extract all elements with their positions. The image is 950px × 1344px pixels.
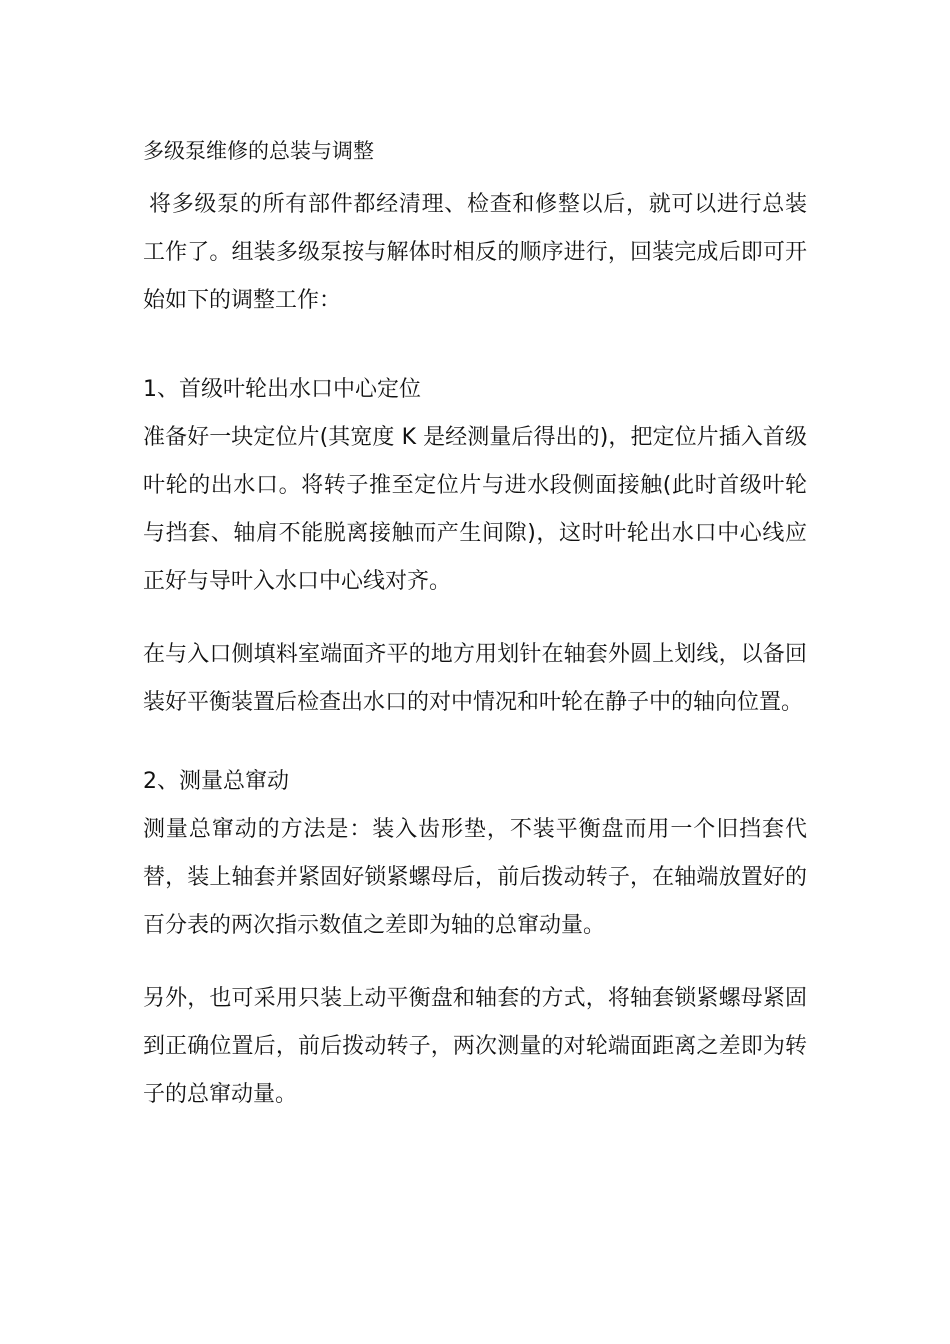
document-page: [143, 136, 807, 1119]
section-2-heading: 2、测量总窜动: [143, 769, 289, 794]
section-2-paragraph-1: 测量总窜动的方法是：装入齿形垫，不装平衡盘而用一个旧挡套代替，装上轴套并紧固好锁紧螺母后，前后拨动转子，在轴端放置好的百分表的两次指示数值之差即为轴的总窜动量。: [143, 817, 807, 938]
intro-paragraph: 将多级泵的所有部件都经清理、检查和修整以后，就可以进行总装工作了。组装多级泵按与解体时相反的顺序进行，回装完成后即可开始如下的调整工作：: [143, 192, 807, 313]
section-1-paragraph-1: 准备好一块定位片(其宽度 K 是经测量后得出的)，把定位片插入首级叶轮的出水口。将转子推至定位片与进水段侧面接触(此时首级叶轮与挡套、轴肩不能脱离接触而产生间隙)，这时叶轮出水口中心线应正好与导叶入水口中心线对齐。: [143, 425, 807, 594]
document-title: 多级泵维修的总装与调整: [143, 139, 374, 163]
section-1-paragraph-2: 在与入口侧填料室端面齐平的地方用划针在轴套外圆上划线，以备回装好平衡装置后检查出水口的对中情况和叶轮在静子中的轴向位置。: [143, 642, 807, 715]
section-2-paragraph-2: 另外，也可采用只装上动平衡盘和轴套的方式，将轴套锁紧螺母紧固到正确位置后，前后拨动转子，两次测量的对轮端面距离之差即为转子的总窜动量。: [143, 986, 807, 1107]
section-1-heading: 1、首级叶轮出水口中心定位: [143, 377, 421, 402]
